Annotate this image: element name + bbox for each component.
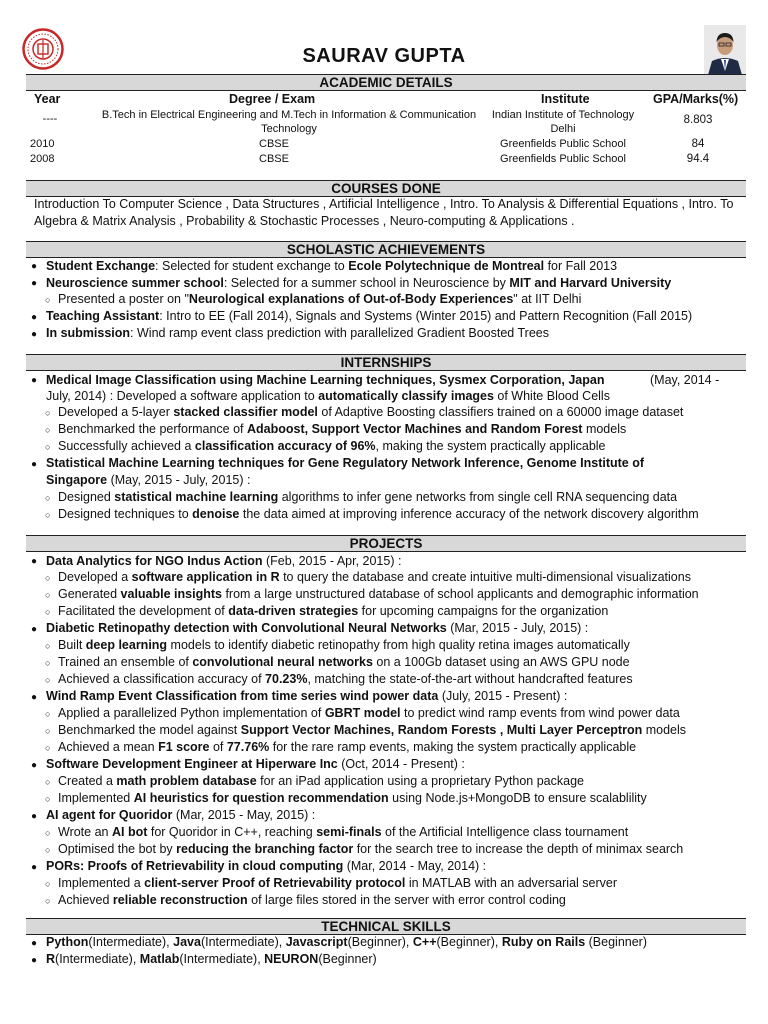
courses-list: Introduction To Computer Science , Data Structures , Artificial Intelligence , Intro. To Analysis & Differential Equations , Intro. To Algebra & Matrix Analysis , Probability & Stochastic Processes , Neuro-computing & Applications .: [34, 197, 734, 228]
resume-page: SAURAV GUPTA ACADEMIC DETAILS Year Degree / Exam Institute GPA/Marks(%) ---- B.Tech in Electrical Engineering and M.Tech in Information & Communication Technology Indian Institute of Technology Delhi 8.803 2010 CBSE Greenfields Public School 84 2008 CBSE Greenfields Public School 94.4 COURSES DONE Introduction To Computer Science , Data Structures , Artificial Intelligence , Intro. To Analysis & Differential Equations , Intro. To Algebra & Matrix Analysis , Probability & Stochastic Processes , Neuro-computing & Applications . SCHOLASTIC ACHIEVEMENTS ● Student Exchange: Selected for student exchange to Ecole Polytechnique de Montreal for Fall 2013 ● Neuroscience summer school: Selected for a summer school in Neuroscience by MIT and Harvard University ○ Presented a poster on "Neurological explanations of Out-of-Body Experiences" at IIT Delhi ● Teaching Assistant: Intro to EE (Fall 2014), Signals and Systems (Winter 2015) and Pattern Recognition (Fall 2015) ● In submission: Wind ramp event class prediction with parallelized Gradient Boosted Trees INTERNSHIPS ● Medical Image Classification using Machine Learning techniques, Sysmex Corporation, Japan (May, 2014 - July, 2014) : Developed a software application to automatically classify images of White Blood Cells ○ Developed a 5-layer stacked classifier model of Adaptive Boosting classifiers trained on a 60000 image dataset ○ Benchmarked the performance of Adaboost, Support Vector Machines and Random Forest models ○ Successfully achieved a classification accuracy of 96%, making the system practically applicable ● Statistical Machine Learning techniques for Gene Regulatory Network Inference, Genome Institute of Singapore (May, 2015 - July, 2015) : ○ Designed statistical machine learning algorithms to infer gene networks from single cell RNA sequencing data ○ Designed techniques to denoise the data aimed at improving inference accuracy of the network discovery algorithm PROJECTS ● Data Analytics for NGO Indus Action (Feb, 2015 - Apr, 2015) : ○ Developed a software application in R to query the database and create intuitive multi-dimensional visualizations ○ Generated valuable insights from a large unstructured database of school applicants and demographic information ○ Facilitated the development of data-driven strategies for upcoming campaigns for the organization ● Diabetic Retinopathy detection with Convolutional Neural Networks (Mar, 2015 - July, 2015) : ○ Built deep learning models to identify diabetic retinopathy from high quality retina images automatically ○ Trained an ensemble of convolutional neural networks on a 100Gb dataset using an AWS GPU node ○ Achieved a classification accuracy of 70.23%, matching the state-of-the-art without handcrafted features ● Wind Ramp Event Classification from time series wind power data (July, 2015 - Present) : ○ Applied a parallelized Python implementation of GBRT model to predict wind ramp events from wind power data ○ Benchmarked the model against Support Vector Machines, Random Forests , Multi Layer Perceptron models ○ Achieved a mean F1 score of 77.76% for the rare ramp events, making the system practically applicable ● Software Development Engineer at Hiperware Inc (Oct, 2014 - Present) : ○ Created a math problem database for an iPad application using a proprietary Python package ○ Implemented AI heuristics for question recommendation using Node.js+MongoDB to ensure scalablility ● AI agent for Quoridor (Mar, 2015 - May, 2015) : ○ Wrote an AI bot for Quoridor in C++, reaching semi-finals of the Artificial Intelligence class tournament ○ Optimised the bot by reducing the branching factor for the search tree to increase the depth of minimax search ● PORs: Proofs of Retrievability in cloud computing (Mar, 2014 - May, 2014) : ○ Implemented a client-server Proof of Retrievability protocol in MATLAB with an adversarial server ○ Achieved reliable reconstruction of large files stored in the server with error control coding TECHNICAL SKILLS ● Python(Intermediate), Java(Intermediate), Javascript(Beginner), C++(Beginner), Ruby on Rails (Beginner) ● R(Intermediate), Matlab(Intermediate), NEURON(Beginner): [0, 0, 768, 1024]
section-academic-details: ACADEMIC DETAILS: [26, 74, 746, 91]
section-scholastic-achievements: SCHOLASTIC ACHIEVEMENTS: [26, 241, 746, 258]
section-projects: PROJECTS: [26, 535, 746, 552]
col-degree: Degree / Exam: [229, 92, 316, 106]
section-technical-skills: TECHNICAL SKILLS: [26, 918, 746, 935]
col-gpa: GPA/Marks(%): [653, 92, 739, 106]
col-year: Year: [34, 92, 61, 106]
col-institute: Institute: [541, 92, 590, 106]
candidate-name: SAURAV GUPTA: [302, 45, 466, 67]
section-internships: INTERNSHIPS: [26, 354, 746, 371]
section-courses-done: COURSES DONE: [26, 180, 746, 197]
